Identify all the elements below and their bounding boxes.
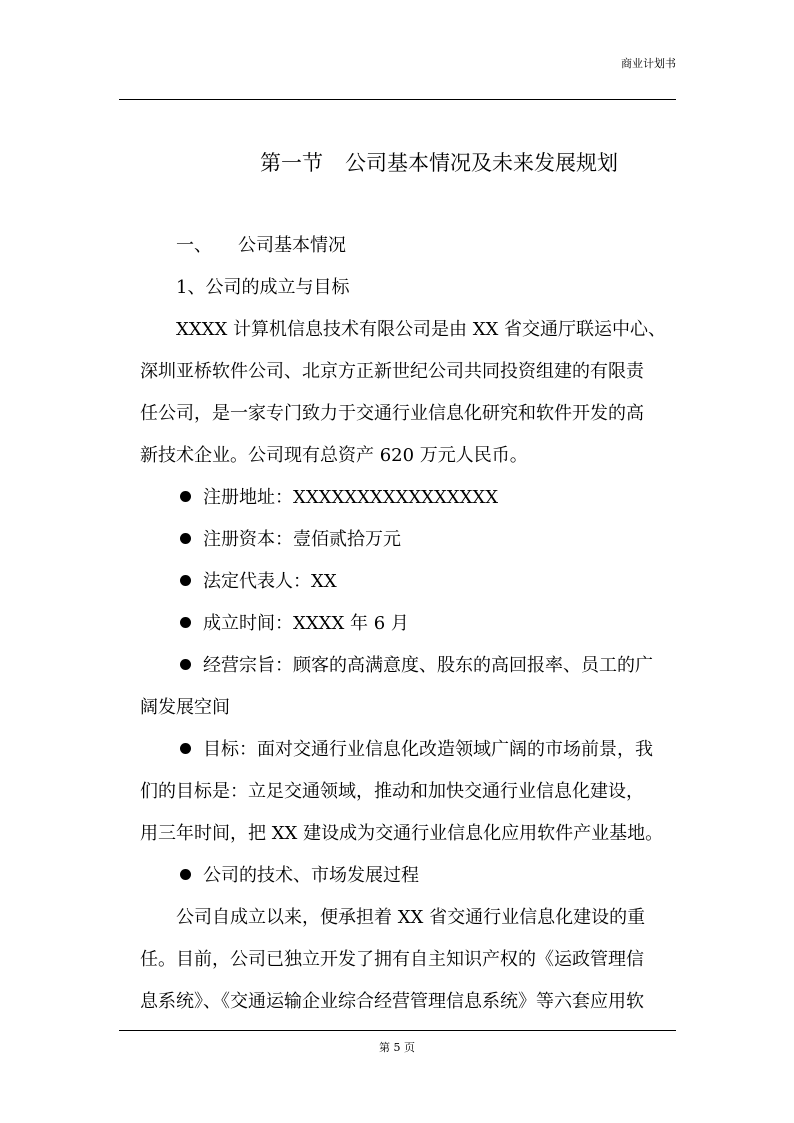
bullet-text: 成立时间：XXXX 年 6 月 [203,613,409,634]
history-line-1: 公司自成立以来，便承担着 XX 省交通行业信息化建设的重 [176,907,646,928]
history-line-3: 息系统》、《交通运输企业综合经营管理信息系统》等六套应用软 [140,991,644,1012]
bullet-goal [180,736,653,764]
bullet-legal-representative [180,568,337,596]
bullet-text: 法定代表人：XX [203,571,337,592]
bullet-icon [180,869,191,880]
bullet-goal-cont-1: 们的目标是：立足交通领域，推动和加快交通行业信息化建设， [140,781,644,802]
bullet-registered-address [180,484,498,512]
bullet-founded-date [180,610,409,638]
intro-line-4: 新技术企业。公司现有总资产 620 万元人民币。 [140,445,528,466]
bullet-goal-cont-2: 用三年时间，把 XX 建设成为交通行业信息化应用软件产业基地。 [140,823,664,844]
intro-line-1: XXXX 计算机信息技术有限公司是由 XX 省交通厅联运中心、 [176,319,667,340]
section-title-text: 公司基本情况及未来发展规划 [345,151,618,175]
bullet-development-history [180,862,419,890]
bullet-text: 经营宗旨：顾客的高满意度、股东的高回报率、员工的广 [203,655,653,676]
intro-line-3: 任公司，是一家专门致力于交通行业信息化研究和软件开发的高 [140,403,644,424]
bullet-business-purpose-cont: 阔发展空间 [140,697,230,718]
page-number: 第 5 页 [379,1041,415,1054]
footer-divider [119,1030,676,1031]
bullet-icon [180,491,191,502]
intro-line-2: 深圳亚桥软件公司、北京方正新世纪公司共同投资组建的有限责 [140,361,644,382]
bullet-text: 注册资本：壹佰贰拾万元 [203,529,401,550]
bullet-icon [180,533,191,544]
heading-label: 公司基本情况 [238,235,346,256]
subheading-founding-goals: 1、公司的成立与目标 [176,277,350,298]
header-title: 商业计划书 [621,57,676,70]
bullet-text: 注册地址：XXXXXXXXXXXXXXXX [203,487,499,508]
bullet-icon [180,617,191,628]
heading-company-basics [176,232,346,260]
bullet-icon [180,743,191,754]
bullet-text: 公司的技术、市场发展过程 [203,865,419,886]
heading-number: 一、 [176,235,212,256]
history-line-2: 任。目前，公司已独立开发了拥有自主知识产权的《运政管理信 [140,949,644,970]
bullet-icon [180,575,191,586]
bullet-text: 目标：面对交通行业信息化改造领域广阔的市场前景，我 [203,739,653,760]
bullet-icon [180,659,191,670]
bullet-business-purpose [180,652,653,680]
section-number: 第一节 [260,151,323,175]
section-title [260,148,618,178]
bullet-registered-capital [180,526,401,554]
header-divider [119,99,676,100]
